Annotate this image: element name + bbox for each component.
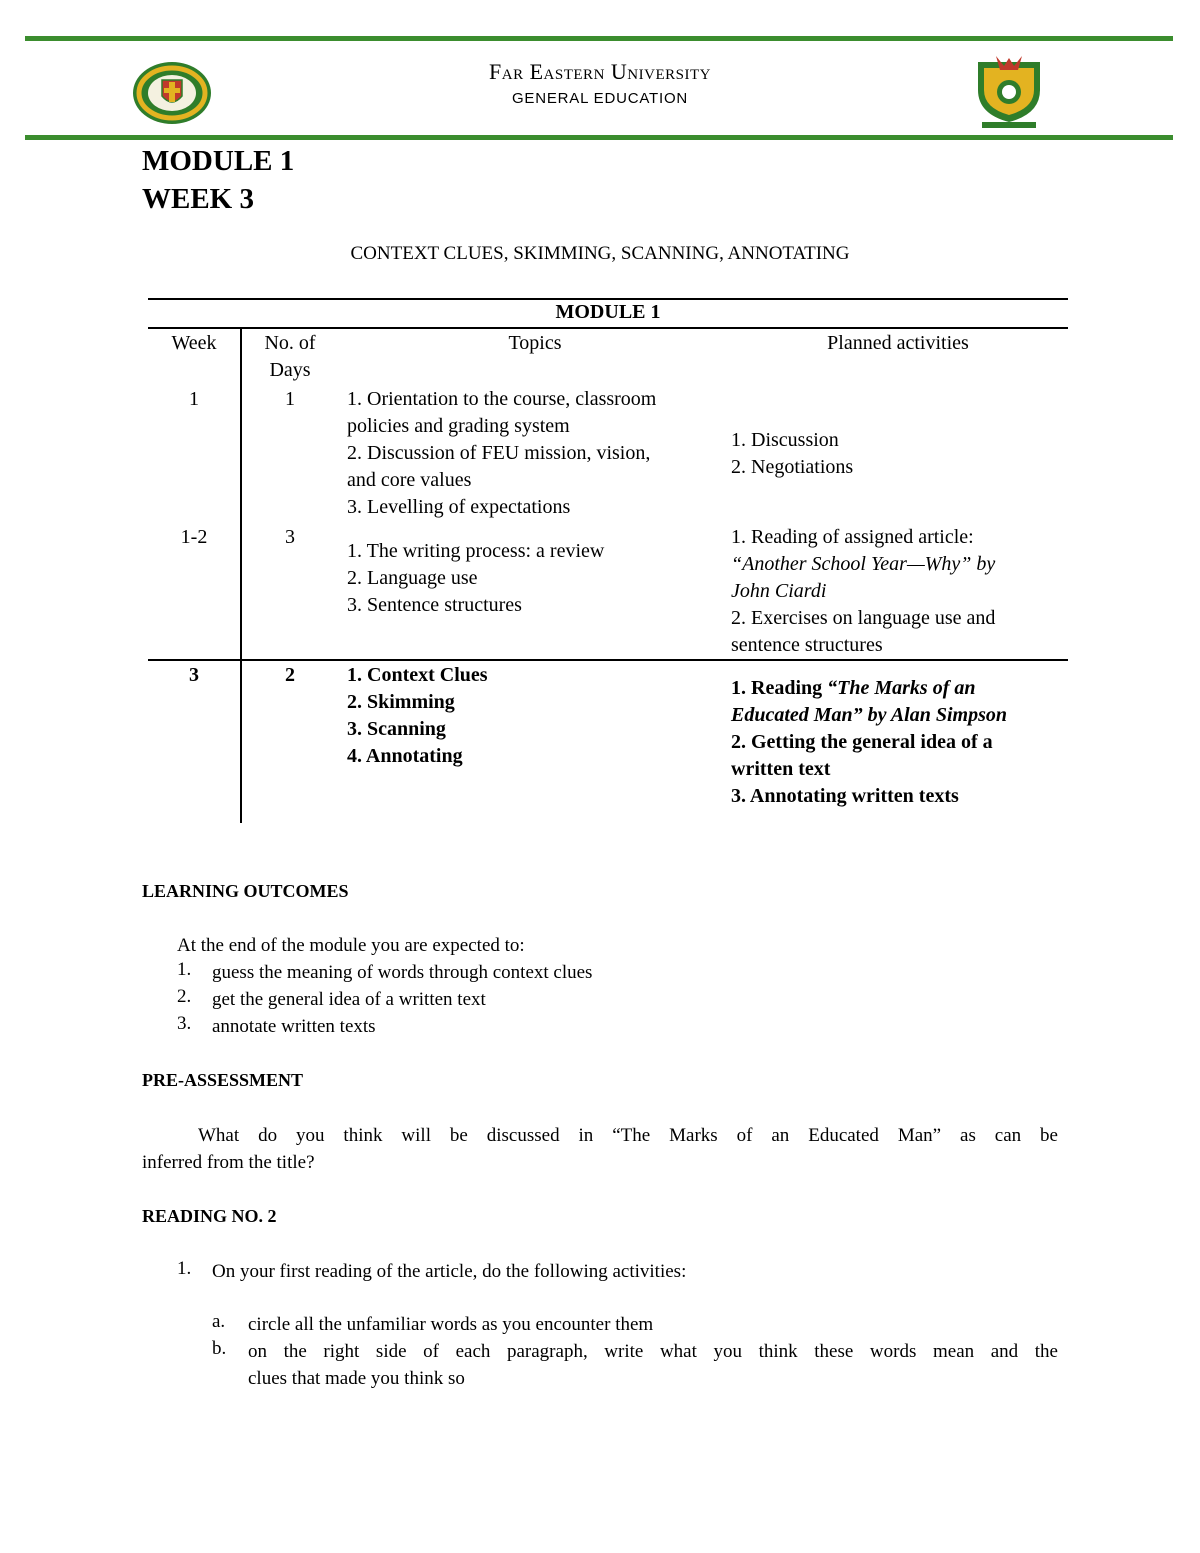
general-education-logo: [972, 52, 1046, 130]
row-1-topic-line: 2. Discussion of FEU mission, vision,: [347, 442, 651, 464]
row-3-article-author: Educated Man” by Alan Simpson: [731, 704, 1007, 726]
department-name: GENERAL EDUCATION: [511, 90, 689, 107]
row-1-topic-line: policies and grading system: [347, 415, 570, 437]
row-3-article-title: “The Marks of an: [827, 677, 976, 699]
row-3-topic-line: 4. Annotating: [347, 745, 463, 767]
row-2-topic-line: 1. The writing process: a review: [347, 540, 605, 562]
reading-heading: READING NO. 2: [142, 1206, 277, 1226]
pre-assessment-question-line-2: inferred from the title?: [142, 1152, 315, 1173]
row-1-topic-line: 3. Levelling of expectations: [347, 496, 571, 518]
table-header-border: [148, 327, 1068, 329]
pre-assessment-heading: PRE-ASSESSMENT: [142, 1070, 304, 1090]
row-1-topics: [347, 386, 656, 521]
row-2-days: 3: [285, 526, 295, 548]
subitem-letter: b.: [212, 1338, 227, 1359]
table-row-border: [148, 659, 1068, 661]
col-header-days-line-1: No. of: [264, 332, 316, 354]
learning-outcomes-heading: LEARNING OUTCOMES: [142, 881, 349, 901]
col-header-week: Week: [171, 332, 217, 354]
col-header-days: [245, 330, 335, 384]
row-1-days: 1: [285, 388, 295, 410]
pre-assessment-question-line-1: What do you think will be discussed in “The Marks of an Educated Man” as can be: [198, 1125, 1058, 1146]
row-2-article-title: “Another School Year—Why” by: [731, 553, 996, 575]
row-3-activity-line: 2. Getting the general idea of a: [731, 731, 993, 753]
list-item: annotate written texts: [212, 1016, 376, 1037]
row-2-activity-line: sentence structures: [731, 634, 883, 656]
table-column-divider: [240, 328, 242, 823]
list-number: 1.: [177, 959, 192, 980]
row-1-week: 1: [189, 388, 199, 410]
learning-outcomes-intro: At the end of the module you are expected to:: [177, 935, 525, 956]
lesson-subtitle: CONTEXT CLUES, SKIMMING, SCANNING, ANNOTATING: [350, 243, 850, 264]
reading-step-text: On your first reading of the article, do the following activities:: [212, 1261, 687, 1282]
row-1-topic-line: 1. Orientation to the course, classroom: [347, 388, 657, 410]
week-title: WEEK 3: [142, 183, 254, 215]
row-2-topics: [347, 538, 604, 619]
row-2-topic-line: 3. Sentence structures: [347, 594, 522, 616]
subitem-text: on the right side of each paragraph, write what you think these words mean and the: [248, 1341, 1058, 1362]
module-title: MODULE 1: [142, 145, 295, 177]
reading-step-number: 1.: [177, 1258, 192, 1279]
row-2-activities: [731, 524, 995, 659]
row-3-week: 3: [189, 664, 199, 686]
list-item: guess the meaning of words through context clues: [212, 962, 593, 983]
row-2-activity-line: 1. Reading of assigned article:: [731, 526, 974, 548]
col-header-topics: Topics: [508, 332, 562, 354]
row-2-activity-line: 2. Exercises on language use and: [731, 607, 996, 629]
table-top-border: [148, 298, 1068, 300]
row-3-activity-line-1: [731, 675, 1007, 702]
row-1-activity-line: 1. Discussion: [731, 429, 839, 451]
list-item: get the general idea of a written text: [212, 989, 486, 1010]
col-header-activities: Planned activities: [827, 332, 969, 354]
col-header-days-line-2: Days: [269, 359, 311, 381]
list-number: 3.: [177, 1013, 192, 1034]
row-3-activities: [731, 675, 1007, 810]
row-3-topics: [347, 662, 488, 770]
header-rule-top: [25, 36, 1173, 41]
row-2-article-author: John Ciardi: [731, 580, 827, 602]
row-3-topic-line: 1. Context Clues: [347, 664, 488, 686]
table-caption: MODULE 1: [555, 301, 661, 323]
subitem-letter: a.: [212, 1311, 226, 1332]
row-3-activity-line: 3. Annotating written texts: [731, 785, 959, 807]
row-3-activity-prefix: 1. Reading: [731, 677, 828, 699]
subitem-text: circle all the unfamiliar words as you encounter them: [248, 1314, 654, 1335]
subitem-text-continued: clues that made you think so: [248, 1368, 465, 1389]
row-3-topic-line: 2. Skimming: [347, 691, 455, 713]
header-rule-bottom: [25, 135, 1173, 140]
row-3-days: 2: [285, 664, 295, 686]
row-3-activity-line: written text: [731, 758, 831, 780]
row-1-topic-line: and core values: [347, 469, 472, 491]
list-number: 2.: [177, 986, 192, 1007]
row-2-week: 1-2: [180, 526, 208, 548]
university-name: Far Eastern University: [489, 59, 711, 84]
row-3-topic-line: 3. Scanning: [347, 718, 446, 740]
row-1-activity-line: 2. Negotiations: [731, 456, 854, 478]
row-2-topic-line: 2. Language use: [347, 567, 478, 589]
row-1-activities: [731, 427, 853, 481]
